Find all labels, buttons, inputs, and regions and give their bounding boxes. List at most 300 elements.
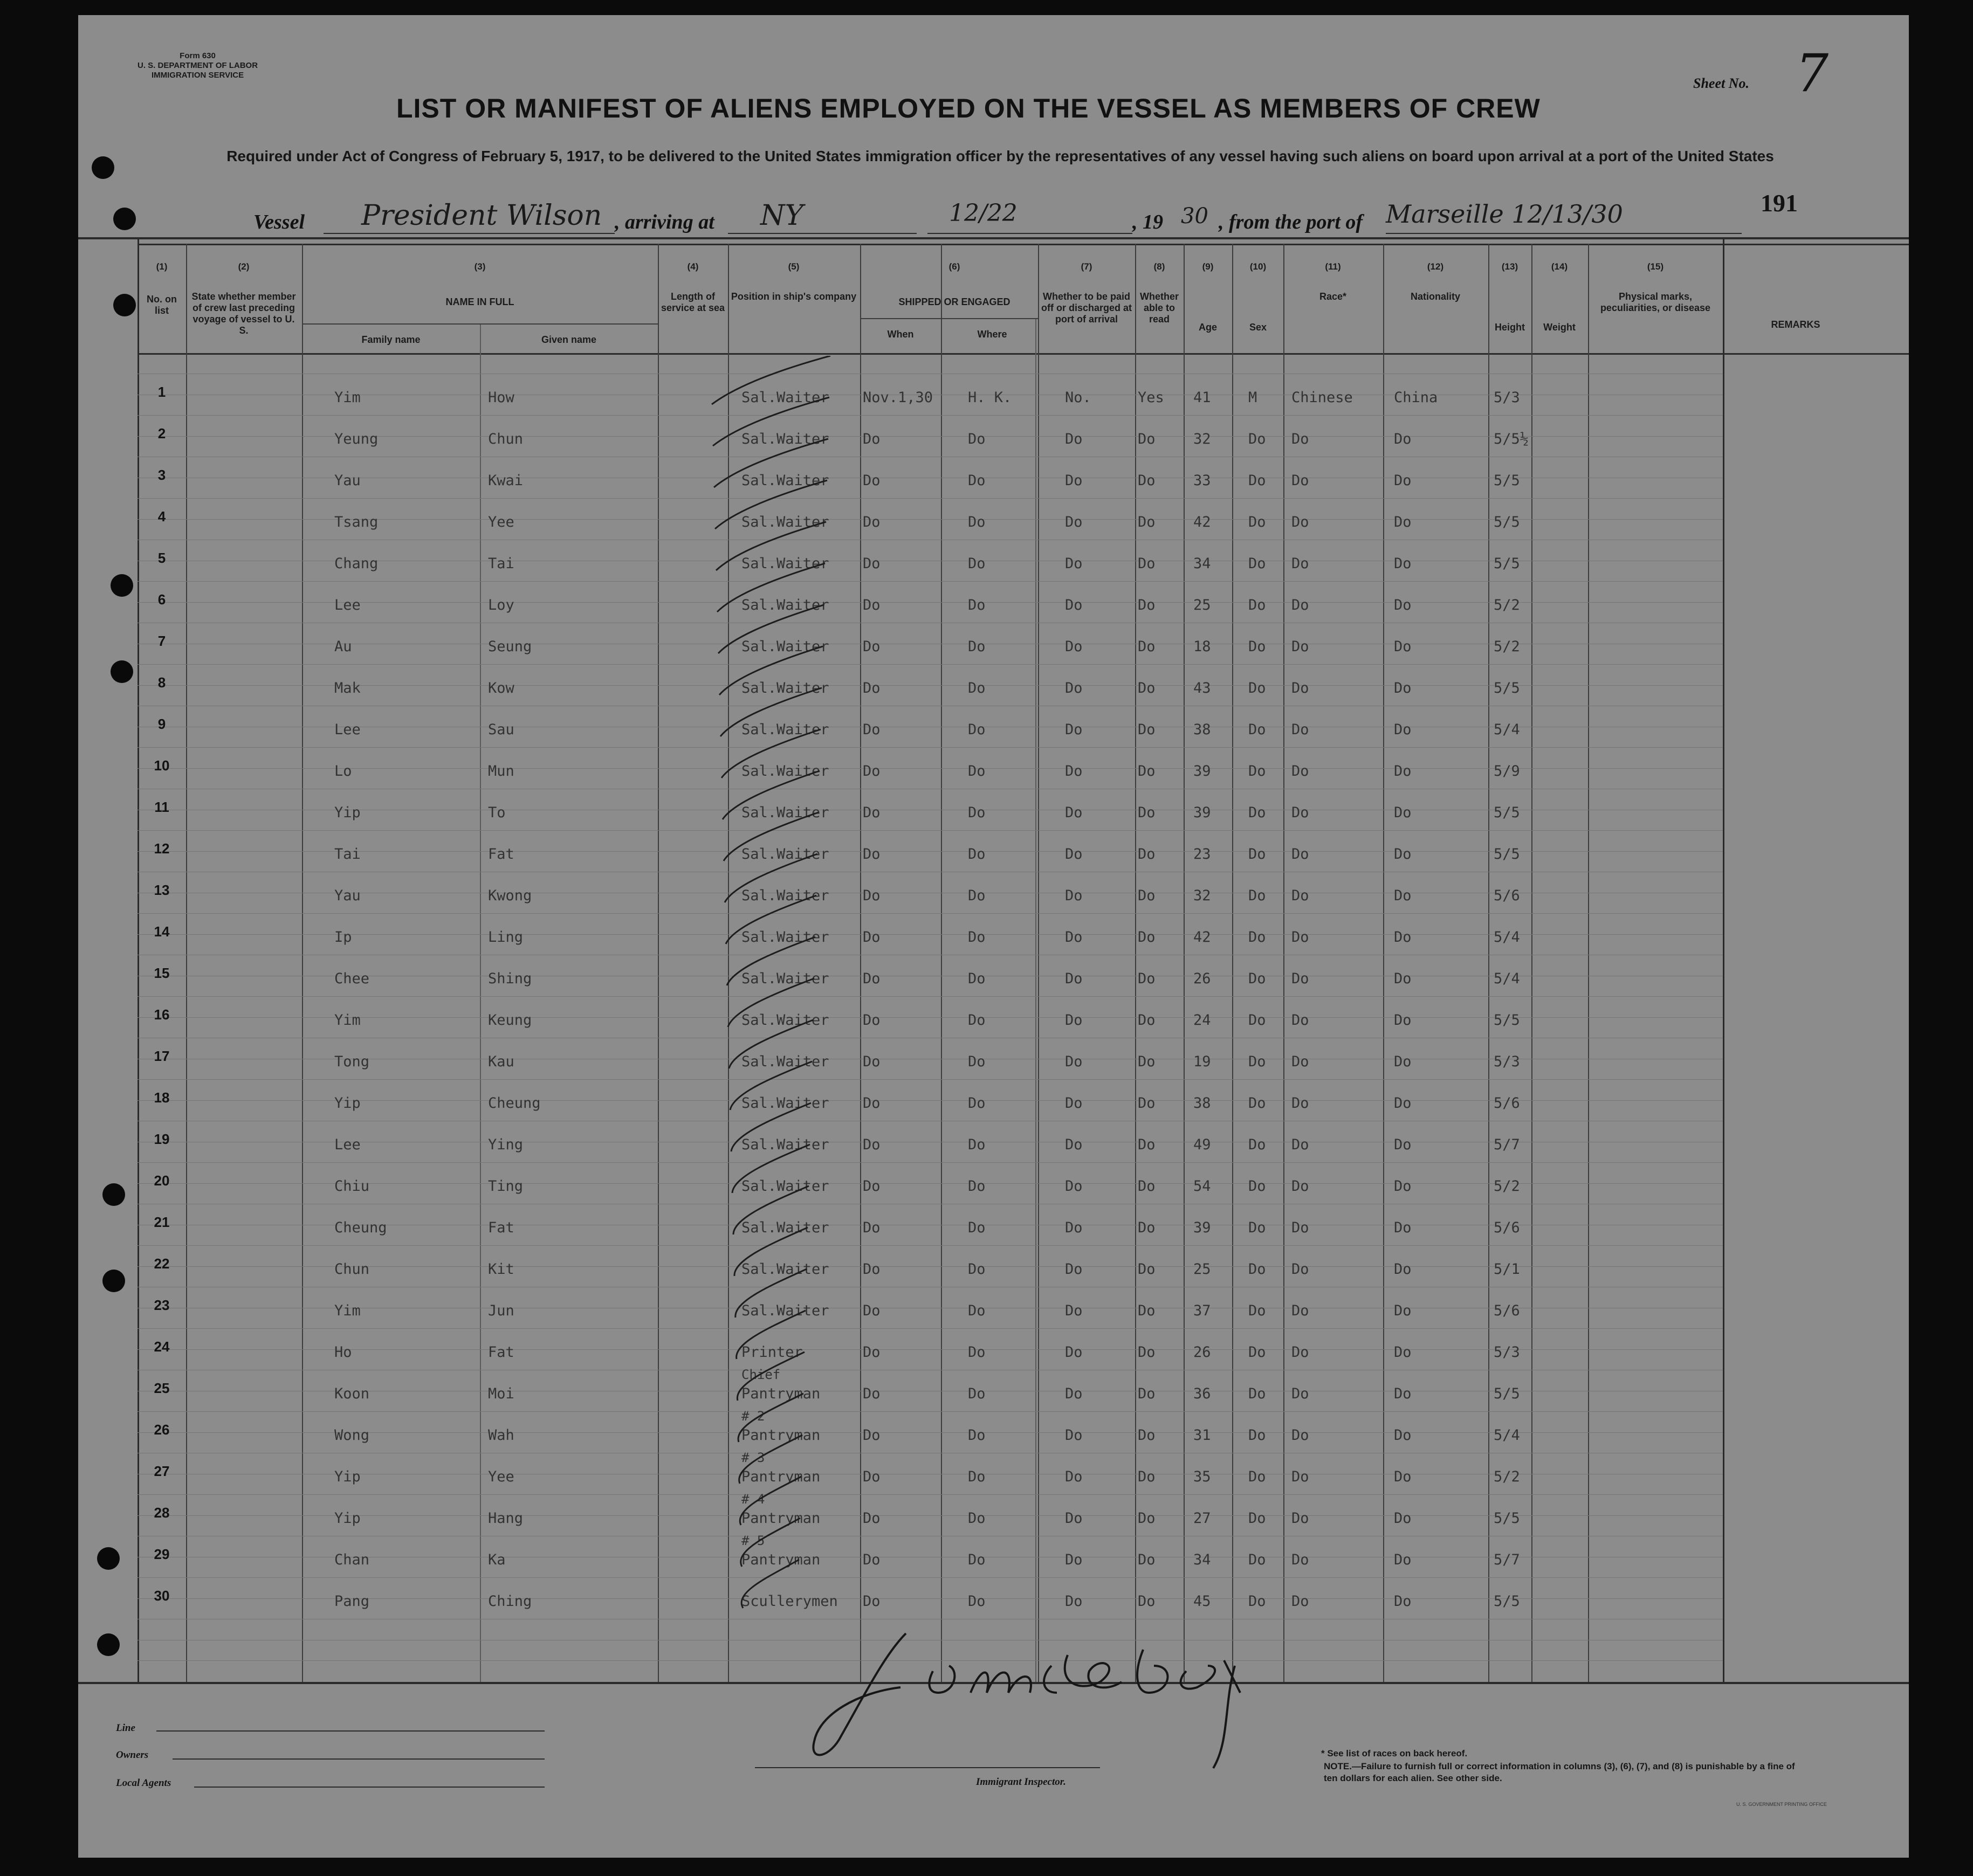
- cell-paid: No.: [1065, 389, 1091, 406]
- cell-where: Do: [968, 970, 986, 987]
- punch-hole: [113, 208, 136, 230]
- cell-when: Do: [863, 721, 881, 738]
- cell-where: Do: [968, 804, 986, 821]
- cell-race: Do: [1291, 472, 1309, 489]
- cell-race: Do: [1291, 1593, 1309, 1610]
- cell-family: Ho: [334, 1344, 352, 1361]
- cell-family: Pang: [334, 1593, 370, 1610]
- tick-mark: [731, 1103, 811, 1151]
- cell-age: 25: [1193, 1261, 1211, 1278]
- cell-nat: Do: [1394, 1012, 1412, 1029]
- cell-position: Sal.Waiter: [741, 1261, 829, 1278]
- cell-position-prefix: # 2: [741, 1409, 765, 1424]
- cell-sex: Do: [1248, 1302, 1266, 1319]
- cell-where: Do: [968, 929, 986, 946]
- row-number: 18: [154, 1089, 170, 1106]
- cell-race: Do: [1291, 1219, 1309, 1236]
- column-number: (11): [1325, 261, 1341, 272]
- cell-family: Lo: [334, 763, 352, 780]
- cell-where: Do: [968, 1468, 986, 1485]
- tick-mark: [740, 1477, 801, 1525]
- cell-where: Do: [968, 1551, 986, 1568]
- cell-age: 41: [1193, 389, 1211, 406]
- cell-height: 5/3: [1494, 1344, 1520, 1361]
- tick-mark: [730, 1061, 812, 1110]
- line-label: Line: [116, 1722, 135, 1734]
- cell-where: Do: [968, 721, 986, 738]
- column-number: (2): [238, 261, 250, 272]
- cell-read: Do: [1138, 970, 1156, 987]
- cell-nat: Do: [1394, 970, 1412, 987]
- cell-family: Yim: [334, 1302, 361, 1319]
- cell-where: Do: [968, 1178, 986, 1195]
- tick-mark: [741, 1560, 799, 1608]
- cell-family: Yau: [334, 472, 361, 489]
- cell-read: Do: [1138, 1012, 1156, 1029]
- cell-read: Do: [1138, 1344, 1156, 1361]
- cell-nat: China: [1394, 389, 1438, 406]
- cell-position: Sal.Waiter: [741, 555, 829, 572]
- column-number: (12): [1427, 261, 1444, 272]
- cell-given: Ting: [488, 1178, 524, 1195]
- row-number: 27: [154, 1463, 170, 1479]
- cell-age: 42: [1193, 514, 1211, 530]
- cell-given: Fat: [488, 846, 514, 863]
- cell-when: Do: [863, 1427, 881, 1444]
- cell-age: 35: [1193, 1468, 1211, 1485]
- cell-read: Yes: [1138, 389, 1164, 406]
- column-number: (9): [1202, 261, 1214, 272]
- cell-where: Do: [968, 1510, 986, 1527]
- cell-race: Do: [1291, 970, 1309, 987]
- row-number: 12: [154, 840, 170, 857]
- punch-hole: [111, 574, 133, 597]
- row-number: 13: [154, 882, 170, 898]
- cell-read: Do: [1138, 929, 1156, 946]
- cell-given: Fat: [488, 1344, 514, 1361]
- cell-given: Ling: [488, 929, 524, 946]
- cell-when: Do: [863, 680, 881, 696]
- column-header: NAME IN FULL: [445, 296, 514, 307]
- cell-when: Do: [863, 638, 881, 655]
- row-number: 23: [154, 1297, 170, 1313]
- cell-race: Do: [1291, 1178, 1309, 1195]
- cell-sex: Do: [1248, 638, 1266, 655]
- cell-sex: Do: [1248, 514, 1266, 530]
- cell-age: 38: [1193, 721, 1211, 738]
- cell-race: Do: [1291, 514, 1309, 530]
- punch-hole: [113, 294, 136, 316]
- cell-nat: Do: [1394, 1385, 1412, 1402]
- cell-race: Do: [1291, 431, 1309, 447]
- cell-when: Do: [863, 1219, 881, 1236]
- row-number: 4: [157, 508, 166, 525]
- tick-mark: [713, 397, 829, 446]
- row-number: 15: [154, 965, 170, 981]
- cell-height: 5/5: [1494, 846, 1520, 863]
- cell-paid: Do: [1065, 555, 1083, 572]
- cell-given: Tai: [488, 555, 514, 572]
- cell-given: Ying: [488, 1136, 524, 1153]
- cell-sex: Do: [1248, 763, 1266, 780]
- cell-when: Do: [863, 887, 881, 904]
- row-number: 20: [154, 1172, 170, 1189]
- cell-race: Do: [1291, 1136, 1309, 1153]
- cell-given: Loy: [488, 597, 514, 613]
- cell-family: Lee: [334, 1136, 361, 1153]
- column-number: (13): [1501, 261, 1518, 272]
- column-header: Position in ship's company: [731, 291, 857, 302]
- row-number: 21: [154, 1214, 170, 1230]
- cell-where: Do: [968, 1136, 986, 1153]
- row-number: 11: [154, 799, 169, 815]
- row-number: 22: [154, 1256, 170, 1272]
- punch-hole: [111, 660, 133, 683]
- cell-height: 5/6: [1494, 887, 1520, 904]
- cell-where: Do: [968, 638, 986, 655]
- cell-paid: Do: [1065, 1261, 1083, 1278]
- cell-nat: Do: [1394, 1136, 1412, 1153]
- cell-nat: Do: [1394, 514, 1412, 530]
- cell-sex: Do: [1248, 1219, 1266, 1236]
- cell-when: Do: [863, 1136, 881, 1153]
- cell-paid: Do: [1065, 1053, 1083, 1070]
- row-number: 24: [154, 1339, 170, 1355]
- cell-read: Do: [1138, 1427, 1156, 1444]
- tick-mark: [720, 688, 822, 736]
- cell-given: Mun: [488, 763, 514, 780]
- cell-position-prefix: Chief: [741, 1367, 781, 1382]
- service-tick-marks: [690, 356, 868, 1628]
- cell-where: Do: [968, 1593, 986, 1610]
- cell-sex: Do: [1248, 431, 1266, 447]
- cell-sex: Do: [1248, 721, 1266, 738]
- cell-paid: Do: [1065, 763, 1083, 780]
- cell-nat: Do: [1394, 1427, 1412, 1444]
- cell-when: Do: [863, 1468, 881, 1485]
- cell-position: Sal.Waiter: [741, 721, 829, 738]
- cell-paid: Do: [1065, 514, 1083, 530]
- cell-when: Do: [863, 1551, 881, 1568]
- cell-sex: Do: [1248, 1468, 1266, 1485]
- cell-given: Sau: [488, 721, 514, 738]
- tick-mark: [732, 1144, 810, 1193]
- cell-given: To: [488, 804, 506, 821]
- cell-age: 49: [1193, 1136, 1211, 1153]
- cell-height: 5/6: [1494, 1219, 1520, 1236]
- cell-nat: Do: [1394, 472, 1412, 489]
- cell-when: Do: [863, 1302, 881, 1319]
- cell-family: Chiu: [334, 1178, 370, 1195]
- cell-nat: Do: [1394, 846, 1412, 863]
- form-number: Form 630: [180, 51, 216, 60]
- vessel-name[interactable]: President Wilson: [361, 199, 602, 232]
- vessel-label: Vessel: [253, 211, 305, 233]
- cell-race: Do: [1291, 1261, 1309, 1278]
- cell-height: 5/3: [1494, 389, 1520, 406]
- owners-label: Owners: [116, 1749, 149, 1761]
- inspector-signature[interactable]: [798, 1623, 1337, 1779]
- departure-port[interactable]: Marseille 12/13/30: [1386, 199, 1623, 229]
- cell-position: Sal.Waiter: [741, 597, 829, 613]
- cell-race: Do: [1291, 1510, 1309, 1527]
- local-agents-label: Local Agents: [116, 1777, 171, 1789]
- cell-where: Do: [968, 1219, 986, 1236]
- cell-read: Do: [1138, 887, 1156, 904]
- cell-when: Do: [863, 1385, 881, 1402]
- cell-nat: Do: [1394, 1219, 1412, 1236]
- cell-where: Do: [968, 680, 986, 696]
- cell-height: 5/1: [1494, 1261, 1520, 1278]
- cell-paid: Do: [1065, 1136, 1083, 1153]
- cell-given: Wah: [488, 1427, 514, 1444]
- cell-position: Sal.Waiter: [741, 1136, 829, 1153]
- service-name: IMMIGRATION SERVICE: [151, 71, 244, 80]
- row-number: 19: [154, 1131, 170, 1147]
- cell-nat: Do: [1394, 555, 1412, 572]
- cell-position-prefix: # 4: [741, 1492, 765, 1507]
- cell-race: Chinese: [1291, 389, 1353, 406]
- cell-read: Do: [1138, 1261, 1156, 1278]
- cell-nat: Do: [1394, 1344, 1412, 1361]
- arrival-port[interactable]: NY: [760, 199, 803, 232]
- row-number: 26: [154, 1422, 170, 1438]
- cell-when: Do: [863, 1095, 881, 1112]
- cell-family: Chee: [334, 970, 370, 987]
- cell-race: Do: [1291, 555, 1309, 572]
- cell-family: Yip: [334, 1510, 361, 1527]
- cell-family: Yip: [334, 1095, 361, 1112]
- cell-position: Sal.Waiter: [741, 680, 829, 696]
- cell-race: Do: [1291, 804, 1309, 821]
- arriving-label: , arriving at: [615, 211, 714, 233]
- column-header: State whether member of crew last preceding voyage of vessel to U. S.: [191, 291, 296, 336]
- cell-position: Pantryman: [741, 1510, 821, 1527]
- cell-where: Do: [968, 1385, 986, 1402]
- row-number: 1: [157, 384, 166, 400]
- tick-mark: [723, 771, 820, 819]
- cell-read: Do: [1138, 1593, 1156, 1610]
- cell-paid: Do: [1065, 804, 1083, 821]
- cell-nat: Do: [1394, 1551, 1412, 1568]
- cell-paid: Do: [1065, 431, 1083, 447]
- cell-race: Do: [1291, 597, 1309, 613]
- tick-mark: [729, 1020, 813, 1068]
- cell-sex: Do: [1248, 597, 1266, 613]
- cell-height: 5/2: [1494, 1468, 1520, 1485]
- cell-nat: Do: [1394, 887, 1412, 904]
- cell-given: Hang: [488, 1510, 524, 1527]
- column-number: (10): [1249, 261, 1267, 272]
- tick-mark: [738, 1394, 803, 1442]
- cell-where: Do: [968, 1012, 986, 1029]
- cell-sex: Do: [1248, 1510, 1266, 1527]
- cell-nat: Do: [1394, 597, 1412, 613]
- column-header: Height: [1495, 322, 1525, 333]
- cell-given: Cheung: [488, 1095, 541, 1112]
- cell-race: Do: [1291, 846, 1309, 863]
- cell-race: Do: [1291, 638, 1309, 655]
- cell-position: Pantryman: [741, 1551, 821, 1568]
- cell-sex: Do: [1248, 1427, 1266, 1444]
- cell-position-prefix: # 3: [741, 1450, 765, 1465]
- cell-given: Kau: [488, 1053, 514, 1070]
- tick-mark: [714, 439, 828, 487]
- cell-sex: Do: [1248, 1261, 1266, 1278]
- cell-height: 5/5½: [1494, 431, 1529, 447]
- cell-position: Sal.Waiter: [741, 846, 829, 863]
- punch-hole: [97, 1633, 120, 1656]
- cell-nat: Do: [1394, 1593, 1412, 1610]
- cell-position: Sal.Waiter: [741, 887, 829, 904]
- cell-when: Do: [863, 514, 881, 530]
- cell-sex: Do: [1248, 1095, 1266, 1112]
- cell-nat: Do: [1394, 680, 1412, 696]
- cell-paid: Do: [1065, 846, 1083, 863]
- cell-position: Printer: [741, 1344, 803, 1361]
- cell-paid: Do: [1065, 472, 1083, 489]
- cell-given: Yee: [488, 514, 514, 530]
- cell-read: Do: [1138, 721, 1156, 738]
- cell-sex: Do: [1248, 1385, 1266, 1402]
- row-number: 30: [154, 1588, 170, 1604]
- cell-height: 5/9: [1494, 763, 1520, 780]
- cell-where: Do: [968, 1302, 986, 1319]
- cell-family: Koon: [334, 1385, 370, 1402]
- cell-age: 19: [1193, 1053, 1211, 1070]
- cell-given: How: [488, 389, 514, 406]
- cell-where: Do: [968, 431, 986, 447]
- column-header: Age: [1198, 322, 1217, 333]
- cell-family: Chan: [334, 1551, 370, 1568]
- tick-mark: [717, 563, 825, 612]
- cell-position: Pantryman: [741, 1427, 821, 1444]
- cell-when: Do: [863, 1261, 881, 1278]
- cell-height: 5/5: [1494, 514, 1520, 530]
- cell-given: Kwong: [488, 887, 532, 904]
- tick-mark: [734, 1227, 808, 1276]
- row-number: 10: [154, 757, 170, 774]
- cell-read: Do: [1138, 846, 1156, 863]
- immigrant-inspector-label: Immigrant Inspector.: [976, 1776, 1066, 1788]
- tick-mark: [739, 1435, 802, 1484]
- sheet-label: Sheet No.: [1693, 75, 1749, 91]
- tick-mark: [712, 356, 830, 404]
- cell-race: Do: [1291, 1012, 1309, 1029]
- cell-family: Chang: [334, 555, 379, 572]
- cell-age: 45: [1193, 1593, 1211, 1610]
- cell-height: 5/4: [1494, 970, 1520, 987]
- cell-sex: Do: [1248, 1344, 1266, 1361]
- cell-race: Do: [1291, 1551, 1309, 1568]
- column-number: (6): [948, 261, 960, 272]
- sheet-number: 7: [1796, 43, 1829, 104]
- cell-age: 24: [1193, 1012, 1211, 1029]
- cell-sex: Do: [1248, 1136, 1266, 1153]
- cell-paid: Do: [1065, 638, 1083, 655]
- page-title: LIST OR MANIFEST OF ALIENS EMPLOYED ON THE VESSEL AS MEMBERS OF CREW: [396, 93, 1541, 123]
- cell-nat: Do: [1394, 1261, 1412, 1278]
- cell-nat: Do: [1394, 929, 1412, 946]
- cell-where: Do: [968, 1053, 986, 1070]
- cell-race: Do: [1291, 1344, 1309, 1361]
- cell-where: Do: [968, 472, 986, 489]
- cell-age: 23: [1193, 846, 1211, 863]
- cell-age: 27: [1193, 1510, 1211, 1527]
- cell-position: Sal.Waiter: [741, 1178, 829, 1195]
- cell-read: Do: [1138, 1302, 1156, 1319]
- cell-read: Do: [1138, 804, 1156, 821]
- row-number: 25: [154, 1380, 170, 1396]
- cell-where: Do: [968, 1427, 986, 1444]
- row-number: 29: [154, 1546, 170, 1562]
- cell-paid: Do: [1065, 680, 1083, 696]
- cell-race: Do: [1291, 680, 1309, 696]
- cell-sex: Do: [1248, 1551, 1266, 1568]
- cell-height: 5/5: [1494, 555, 1520, 572]
- cell-paid: Do: [1065, 1468, 1083, 1485]
- cell-height: 5/2: [1494, 597, 1520, 613]
- row-number: 14: [154, 923, 170, 940]
- arrival-date[interactable]: 12/22: [949, 199, 1018, 227]
- cell-position: Pantryman: [741, 1468, 821, 1485]
- row-number: 8: [157, 674, 166, 691]
- column-number: (1): [156, 261, 168, 272]
- cell-position: Sal.Waiter: [741, 804, 829, 821]
- cell-when: Do: [863, 846, 881, 863]
- cell-nat: Do: [1394, 763, 1412, 780]
- tick-mark: [725, 854, 817, 902]
- races-note: * See list of races on back hereof.: [1321, 1748, 1468, 1758]
- tick-mark: [735, 1269, 807, 1318]
- row-number: 7: [157, 633, 166, 649]
- subcolumn-header-when: When: [887, 329, 914, 340]
- cell-height: 5/5: [1494, 1593, 1520, 1610]
- cell-family: Chun: [334, 1261, 370, 1278]
- cell-nat: Do: [1394, 638, 1412, 655]
- arrival-year[interactable]: 30: [1181, 204, 1208, 229]
- cell-read: Do: [1138, 472, 1156, 489]
- cell-given: Moi: [488, 1385, 514, 1402]
- cell-age: 26: [1193, 970, 1211, 987]
- cell-given: Fat: [488, 1219, 514, 1236]
- cell-read: Do: [1138, 1510, 1156, 1527]
- cell-position: Scullerymen: [741, 1593, 838, 1610]
- cell-age: 39: [1193, 804, 1211, 821]
- cell-position: Sal.Waiter: [741, 970, 829, 987]
- cell-when: Do: [863, 804, 881, 821]
- row-number: 17: [154, 1048, 170, 1064]
- cell-read: Do: [1138, 555, 1156, 572]
- cell-where: Do: [968, 887, 986, 904]
- cell-race: Do: [1291, 929, 1309, 946]
- cell-read: Do: [1138, 431, 1156, 447]
- cell-sex: Do: [1248, 1593, 1266, 1610]
- cell-family: Ip: [334, 929, 352, 946]
- cell-sex: Do: [1248, 804, 1266, 821]
- column-header: Sex: [1249, 322, 1267, 333]
- cell-nat: Do: [1394, 721, 1412, 738]
- cell-read: Do: [1138, 1551, 1156, 1568]
- cell-given: Kit: [488, 1261, 514, 1278]
- cell-height: 5/4: [1494, 1427, 1520, 1444]
- cell-read: Do: [1138, 763, 1156, 780]
- tick-mark: [715, 480, 827, 529]
- cell-family: Cheung: [334, 1219, 387, 1236]
- cell-age: 34: [1193, 555, 1211, 572]
- cell-sex: Do: [1248, 680, 1266, 696]
- cell-family: Yip: [334, 804, 361, 821]
